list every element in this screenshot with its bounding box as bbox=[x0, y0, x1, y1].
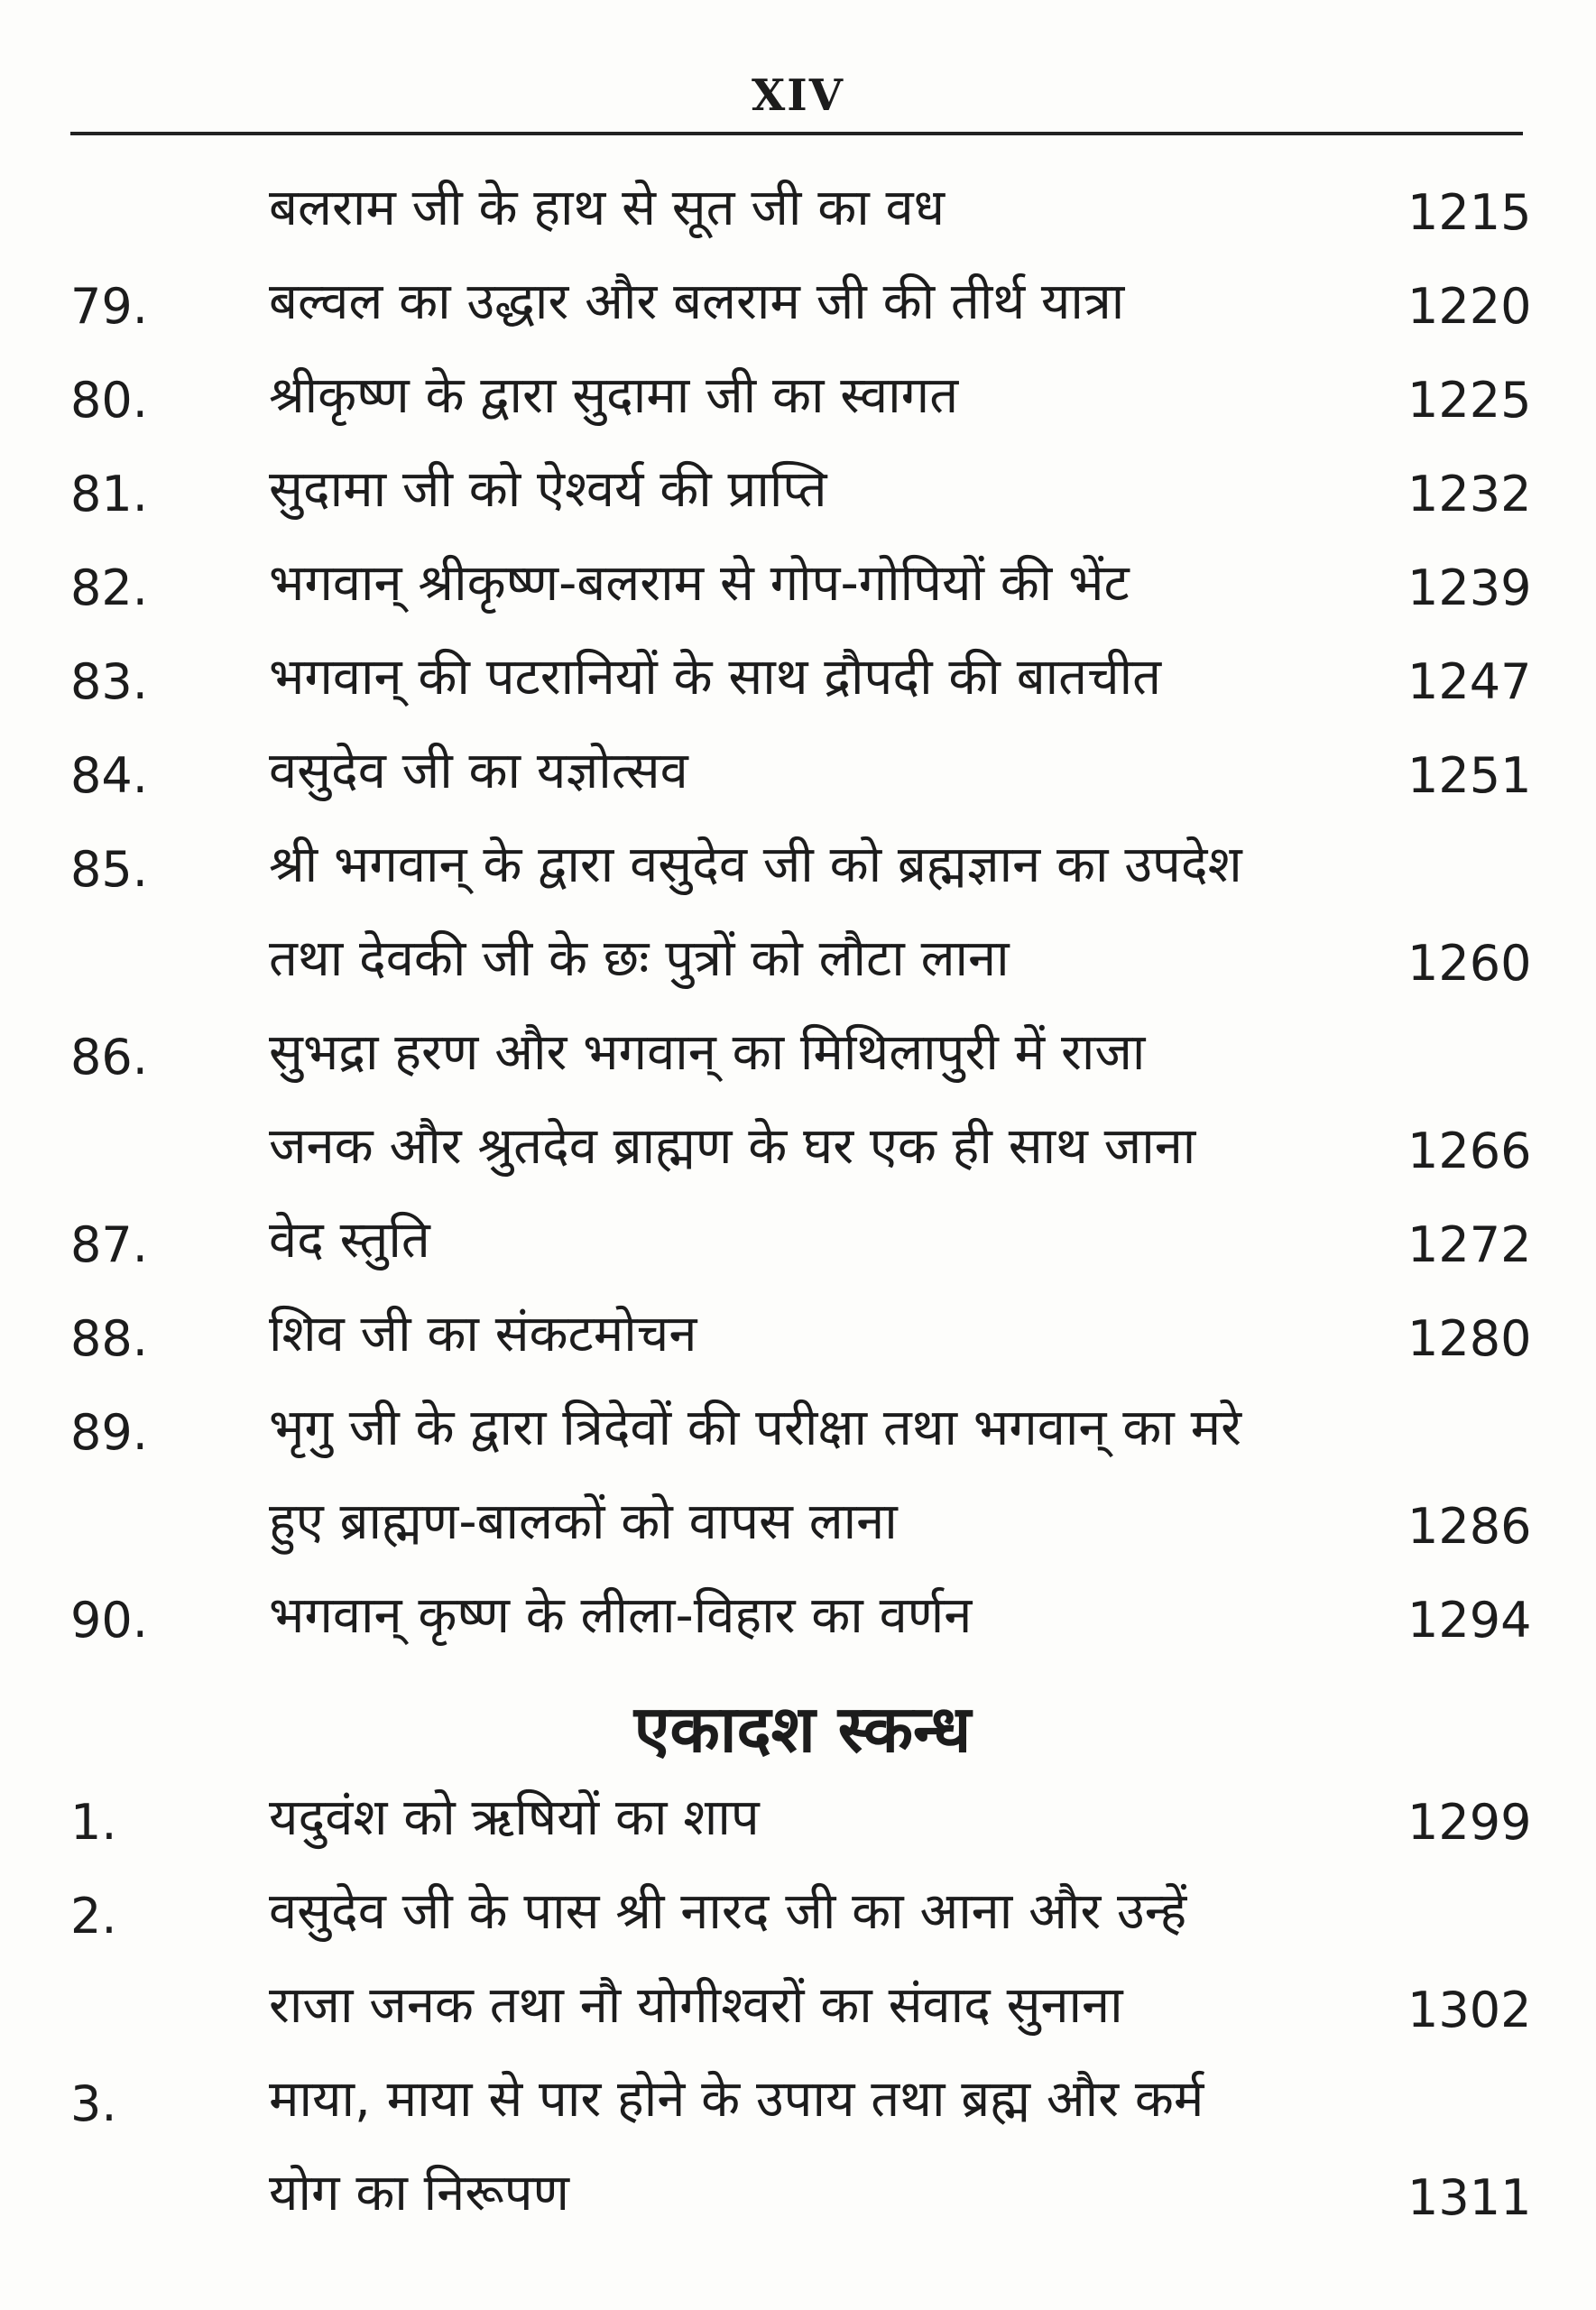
toc-group-skandha-11 bbox=[0, 1783, 1596, 2252]
chapter-number: 84. bbox=[70, 747, 148, 804]
toc-row bbox=[0, 361, 1596, 455]
toc-row bbox=[0, 1018, 1596, 1112]
toc-row bbox=[0, 1299, 1596, 1393]
page-reference: 1225 bbox=[1407, 372, 1532, 429]
chapter-title: श्रीकृष्ण के द्वारा सुदामा जी का स्वागत bbox=[269, 366, 959, 425]
toc-row bbox=[0, 736, 1596, 830]
page-reference: 1260 bbox=[1407, 935, 1532, 992]
chapter-title: भगवान् कृष्ण के लीला-विहार का वर्णन bbox=[269, 1586, 973, 1645]
toc-row bbox=[0, 455, 1596, 549]
chapter-title: हुए ब्राह्मण-बालकों को वापस लाना bbox=[269, 1492, 898, 1551]
page-reference: 1302 bbox=[1407, 1982, 1532, 2038]
toc-row bbox=[0, 1877, 1596, 1971]
page-reference: 1220 bbox=[1407, 278, 1532, 335]
toc-row bbox=[0, 924, 1596, 1018]
toc-row bbox=[0, 173, 1596, 267]
chapter-title: श्री भगवान् के द्वारा वसुदेव जी को ब्रह्मज्ञान का उपदेश bbox=[269, 836, 1242, 894]
chapter-title: माया, माया से पार होने के उपाय तथा ब्रह्म और कर्म bbox=[269, 2070, 1204, 2129]
chapter-number: 3. bbox=[70, 2075, 117, 2132]
toc-row bbox=[0, 1112, 1596, 1206]
table-of-contents bbox=[0, 173, 1596, 2252]
toc-row bbox=[0, 1971, 1596, 2065]
chapter-number: 90. bbox=[70, 1592, 148, 1649]
chapter-title: सुदामा जी को ऐश्वर्य की प्राप्ति bbox=[269, 460, 827, 519]
page-reference: 1247 bbox=[1407, 653, 1532, 710]
page-reference: 1299 bbox=[1407, 1794, 1532, 1851]
chapter-title: भृगु जी के द्वारा त्रिदेवों की परीक्षा तथा भगवान् का मरे bbox=[269, 1399, 1241, 1457]
toc-group-chapters bbox=[0, 173, 1596, 1675]
chapter-number: 89. bbox=[70, 1404, 148, 1461]
chapter-number: 82. bbox=[70, 559, 148, 616]
toc-row bbox=[0, 1206, 1596, 1299]
page-reference: 1251 bbox=[1407, 747, 1532, 804]
chapter-number: 87. bbox=[70, 1216, 148, 1273]
chapter-number: 1. bbox=[70, 1794, 117, 1851]
page-reference: 1286 bbox=[1407, 1498, 1532, 1555]
toc-row bbox=[0, 1393, 1596, 1487]
section-heading: एकादश स्कन्ध bbox=[633, 1691, 972, 1767]
chapter-title: जनक और श्रुतदेव ब्राह्मण के घर एक ही साथ जाना bbox=[269, 1117, 1196, 1176]
header-rule bbox=[70, 132, 1523, 135]
chapter-title: वसुदेव जी के पास श्री नारद जी का आना और उन्हें bbox=[269, 1882, 1187, 1941]
chapter-title: बलराम जी के हाथ से सूत जी का वध bbox=[269, 179, 946, 237]
chapter-title: शिव जी का संकटमोचन bbox=[269, 1305, 697, 1363]
page-reference: 1232 bbox=[1407, 466, 1532, 522]
page-reference: 1239 bbox=[1407, 559, 1532, 616]
chapter-number: 85. bbox=[70, 841, 148, 898]
chapter-number: 83. bbox=[70, 653, 148, 710]
toc-row bbox=[0, 1487, 1596, 1581]
toc-row bbox=[0, 2065, 1596, 2158]
chapter-title: योग का निरूपण bbox=[269, 2164, 570, 2222]
chapter-number: 86. bbox=[70, 1029, 148, 1086]
chapter-title: भगवान् की पटरानियों के साथ द्रौपदी की बातचीत bbox=[269, 648, 1162, 707]
chapter-title: भगवान् श्रीकृष्ण-बलराम से गोप-गोपियों की भेंट bbox=[269, 554, 1130, 613]
chapter-title: वेद स्तुति bbox=[269, 1211, 430, 1270]
toc-row bbox=[0, 642, 1596, 736]
chapter-title: वसुदेव जी का यज्ञोत्सव bbox=[269, 742, 688, 800]
chapter-title: तथा देवकी जी के छः पुत्रों को लौटा लाना bbox=[269, 929, 1010, 988]
toc-row bbox=[0, 1783, 1596, 1877]
chapter-title: सुभद्रा हरण और भगवान् का मिथिलापुरी में राजा bbox=[269, 1023, 1146, 1082]
chapter-number: 2. bbox=[70, 1888, 117, 1945]
toc-row bbox=[0, 830, 1596, 924]
page-reference: 1266 bbox=[1407, 1123, 1532, 1179]
chapter-number: 81. bbox=[70, 466, 148, 522]
page-reference: 1311 bbox=[1407, 2169, 1532, 2226]
chapter-title: बल्वल का उद्धार और बलराम जी की तीर्थ यात्रा bbox=[269, 273, 1125, 331]
chapter-number: 88. bbox=[70, 1310, 148, 1367]
chapter-title: यदुवंश को ऋषियों का शाप bbox=[269, 1788, 760, 1847]
toc-row bbox=[0, 2158, 1596, 2252]
chapter-number: 80. bbox=[70, 372, 148, 429]
toc-row bbox=[0, 1581, 1596, 1675]
toc-row bbox=[0, 549, 1596, 642]
chapter-number: 79. bbox=[70, 278, 148, 335]
page-reference: 1272 bbox=[1407, 1216, 1532, 1273]
toc-row bbox=[0, 267, 1596, 361]
page-reference: 1215 bbox=[1407, 184, 1532, 241]
page-reference: 1294 bbox=[1407, 1592, 1532, 1649]
page-number: XIV bbox=[752, 70, 844, 121]
page-reference: 1280 bbox=[1407, 1310, 1532, 1367]
chapter-title: राजा जनक तथा नौ योगीश्वरों का संवाद सुनाना bbox=[269, 1976, 1123, 2035]
